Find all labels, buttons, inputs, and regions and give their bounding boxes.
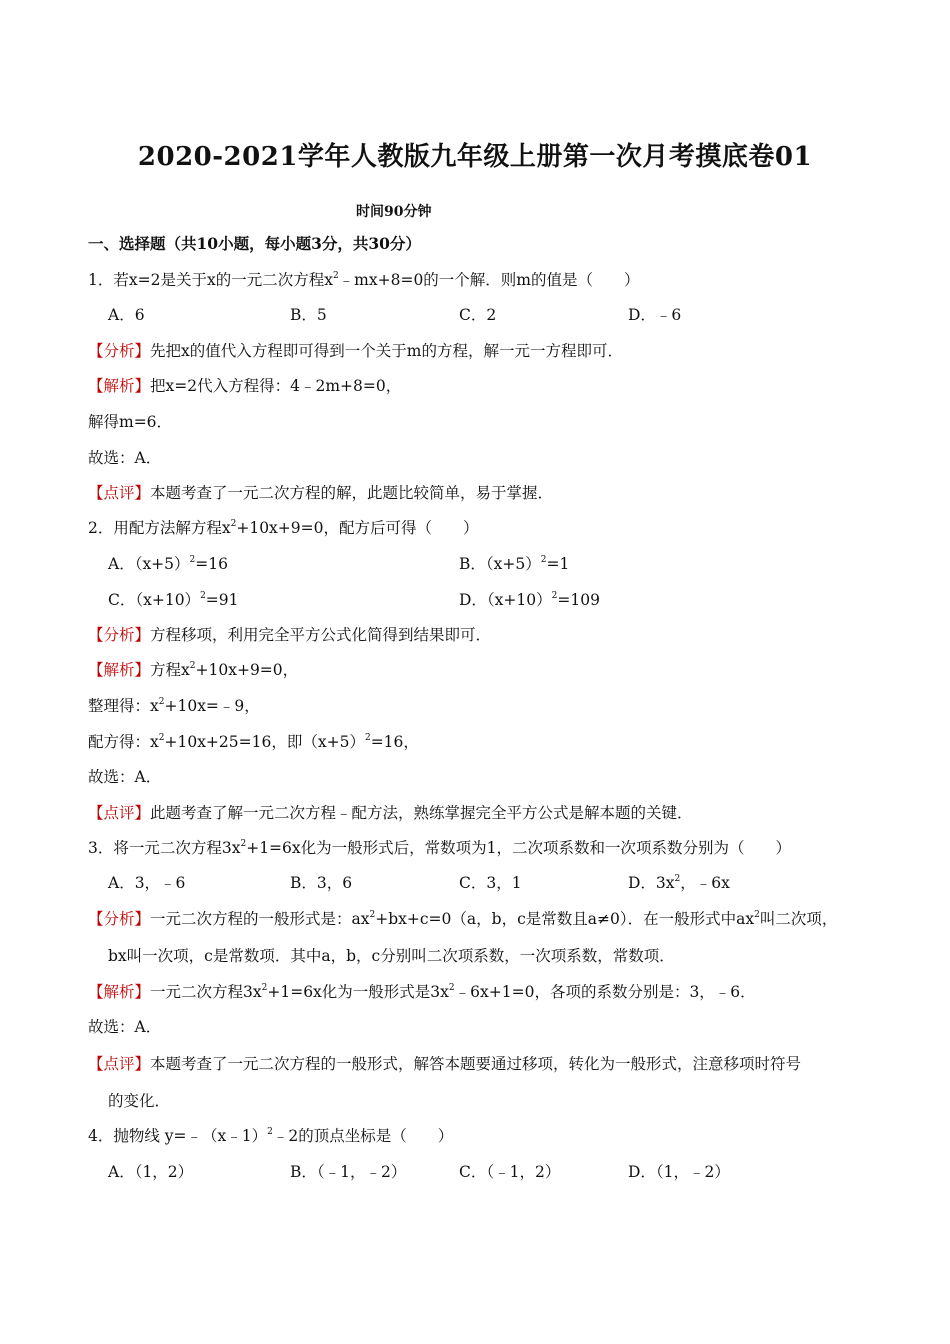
q3-comment-line-2: 的变化． [108, 1092, 171, 1110]
q3-option-a: A．3，﹣6 [108, 874, 186, 892]
q2-analysis: 【分析】方程移项，利用完全平方公式化简得到结果即可． [88, 626, 492, 644]
q3-analysis-line-2: bx叫一次项，c是常数项．其中a，b，c分别叫二次项系数，一次项系数，常数项． [108, 947, 675, 965]
q2-solution-line-2: 整理得：$x^2+10x=﹣9$， [88, 697, 260, 715]
q2-option-a: A．$(x+5)^2=16$ [108, 555, 228, 573]
q4-option-d: D．（1，﹣2） [628, 1163, 730, 1181]
q4-option-b: B．（﹣1，﹣2） [290, 1163, 407, 1181]
q2-option-d: D．$(x+10)^2=109$ [459, 591, 600, 609]
q3-comment: 【点评】本题考查了一元二次方程的一般形式，解答本题要通过移项，转化为一般形式，注意移项时符号 [88, 1055, 802, 1073]
q3-stem: 3．将一元二次方程$3x^2+1=6x$化为一般形式后，常数项为1，二次项系数和一次项系数分别为（ ） [88, 839, 792, 857]
q3-option-b: B．3，6 [290, 874, 353, 892]
q2-option-c: C．$(x+10)^2=91$ [108, 591, 239, 609]
q4-option-c: C．（﹣1，2） [459, 1163, 561, 1181]
q2-comment: 【点评】此题考查了解一元二次方程﹣配方法，熟练掌握完全平方公式是解本题的关键． [88, 804, 693, 822]
q3-solution: 【解析】一元二次方程$3x^2+1=6x$化为一般形式是$3x^2﹣6x+1=0$，各项的系数分别是：3，﹣6． [88, 983, 756, 1001]
q2-option-b: B．$(x+5)^2=1$ [459, 555, 570, 573]
q1-option-b: B．5 [290, 306, 327, 324]
time-note: 时间90分钟 [356, 204, 432, 220]
q3-option-c: C．3，1 [459, 874, 522, 892]
q3-option-d: D．$3x^2$，﹣6x [628, 874, 730, 892]
q1-analysis: 【分析】先把x的值代入方程即可得到一个关于m的方程，解一元一方程即可． [88, 342, 623, 360]
q1-answer: 故选：A． [88, 449, 162, 467]
q1-comment: 【点评】本题考查了一元二次方程的解，此题比较简单，易于掌握． [88, 484, 554, 502]
q1-solution: 【解析】把x=2代入方程得：4﹣2m+8=0， [88, 377, 402, 395]
q2-stem: 2．用配方法解方程$x^2+10x+9=0$，配方后可得（ ） [88, 519, 479, 537]
q1-solution-line: 解得m=6． [88, 413, 173, 431]
q4-stem: 4．抛物线 y=﹣（x﹣1）$^2$﹣2的顶点坐标是（ ） [88, 1127, 454, 1145]
q2-solution: 【解析】方程$x^2+10x+9=0$， [88, 661, 299, 679]
q1-option-c: C．2 [459, 306, 497, 324]
section-heading: 一、选择题（共10小题，每小题3分，共30分） [88, 234, 421, 253]
q1-stem: 1．若x=2是关于x的一元二次方程$x^2﹣mx+8=0$的一个解．则m的值是（ ） [88, 271, 640, 289]
page-title: 2020-2021学年人教版九年级上册第一次月考摸底卷01 [137, 142, 813, 172]
q2-answer: 故选：A． [88, 768, 162, 786]
q4-option-a: A．（1，2） [108, 1163, 194, 1181]
q2-solution-line-3: 配方得：$x^2+10x+25=16$，即$(x+5)^2=16$， [88, 733, 419, 751]
q3-analysis: 【分析】一元二次方程的一般形式是：$ax^2+bx+c=0(a$，b，c是常数且a≠0）．在一般形式中$ax^2$叫二次项， [88, 910, 838, 928]
q3-answer: 故选：A． [88, 1018, 162, 1036]
q1-option-a: A．6 [108, 306, 145, 324]
q1-option-d: D．﹣6 [628, 306, 682, 324]
